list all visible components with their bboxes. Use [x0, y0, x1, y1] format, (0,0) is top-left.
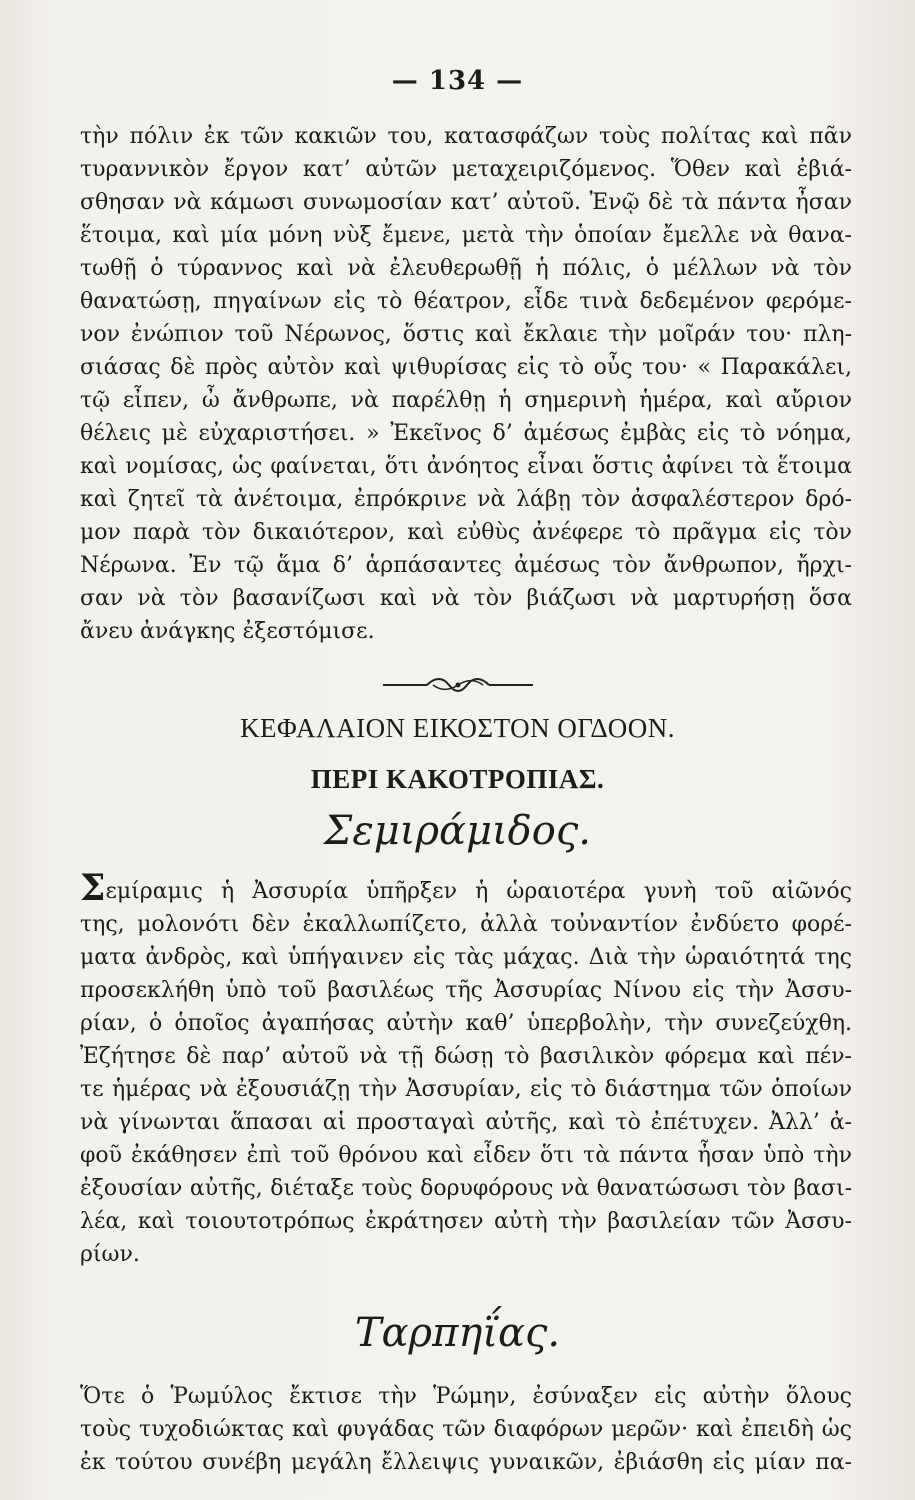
text-line: ἄνευ ἀνάγκης ἐξεστόμισε. — [80, 619, 375, 644]
ornament-icon — [383, 677, 533, 693]
text-line: θέλεις μὲ εὐχαριστήσει. » Ἐκεῖνος δ’ ἀμέσως ἐμβὰς εἰς τὸ νόημα, — [80, 421, 852, 446]
text-line: ἐκ τούτου συνέβη μεγάλη ἔλλειψις γυναικῶν, ἐβιάσθη εἰς μίαν πα- — [80, 1450, 852, 1475]
text-line: τε ἡμέρας νὰ ἐξουσιάζῃ τὴν Ἀσσυρίαν, εἰς τὸ διάστημα τῶν ὁποίων — [80, 1077, 852, 1102]
section-title-semiramis: Σεμιράμιδος. — [324, 808, 591, 854]
text-line: προσεκλήθη ὑπὸ τοῦ βασιλέως τῆς Ἀσσυρίας Νίνου εἰς τὴν Ἀσσυ- — [80, 978, 852, 1003]
text-line: τυραννικὸν ἔργον κατ’ αὐτῶν μεταχειριζόμενος. Ὅθεν καὶ ἐβιά- — [80, 157, 852, 182]
text-line: μον παρὰ τὸν δικαιότερον, καὶ εὐθὺς ἀνέφερε τὸ πρᾶγμα εἰς τὸν — [80, 520, 852, 545]
text-line: τωθῇ ὁ τύραννος καὶ νὰ ἐλευθερωθῇ ἡ πόλις, ὁ μέλλων νὰ τὸν — [80, 256, 852, 281]
text-line: καὶ νομίσας, ὡς φαίνεται, ὅτι ἀνόητος εἶναι ὅστις ἀφίνει τὰ ἕτοιμα — [80, 454, 852, 479]
ornament-divider — [0, 677, 915, 697]
text-line: θανατώσῃ, πηγαίνων εἰς τὸ θέατρον, εἶδε τινὰ δεδεμένον φερόμε- — [80, 289, 852, 314]
text-line: Νέρωνα. Ἐν τῷ ἅμα δ’ ἁρπάσαντες ἀμέσως τὸν ἄνθρωπον, ἤρχι- — [80, 553, 852, 578]
text-line: ἐξουσίαν αὐτῆς, διέταξε τοὺς δορυφόρους νὰ θανατώσωσι τὸν βασι- — [80, 1176, 852, 1201]
text-line: ἕτοιμα, καὶ μία μόνη νὺξ ἔμενε, μετὰ τὴν ὁποίαν ἔμελλε νὰ θανα- — [80, 223, 852, 248]
text-line: ματα ἀνδρὸς, καὶ ὑπήγαινεν εἰς τὰς μάχας. Διὰ τὴν ὡραιότητά της — [80, 945, 852, 970]
text-line: τῷ εἶπεν, ὦ ἄνθρωπε, νὰ παρέλθῃ ἡ σημερινὴ ἡμέρα, καὶ αὔριον — [80, 388, 852, 413]
text-line: νον ἐνώπιον τοῦ Νέρωνος, ὅστις καὶ ἔκλαιε τὴν μοῖράν του· πλη- — [80, 322, 852, 347]
text-line: καὶ ζητεῖ τὰ ἀνέτοιμα, ἐπρόκρινε νὰ λάβῃ τὸν ἀσφαλέστερον δρό- — [80, 487, 852, 512]
text-line: σιάσας δὲ πρὸς αὐτὸν καὶ ψιθυρίσας εἰς τὸ οὖς του· « Παρακάλει, — [80, 355, 852, 380]
chapter-subtitle: ΠΕΡΙ ΚΑΚΟΤΡΟΠΙΑΣ. — [310, 764, 605, 794]
text-line: σθησαν νὰ κάμωσι συνωμοσίαν κατ’ αὐτοῦ. Ἐνῷ δὲ τὰ πάντα ἦσαν — [80, 190, 852, 215]
text-line: σαν νὰ τὸν βασανίζωσι καὶ νὰ τὸν βιάζωσι νὰ μαρτυρήσῃ ὅσα — [80, 586, 852, 611]
drop-cap: Σ — [80, 867, 106, 909]
page-number: — 134 — — [391, 66, 524, 96]
text-line: Ἐζήτησε δὲ παρ’ αὐτοῦ νὰ τῇ δώσῃ τὸ βασιλικὸν φόρεμα καὶ πέν- — [80, 1044, 852, 1069]
text-line — [80, 867, 852, 909]
section-title-tarpeia: Ταρπηΐας. — [354, 1310, 561, 1356]
text-line: τὴν πόλιν ἐκ τῶν κακιῶν του, κατασφάζων τοὺς πολίτας καὶ πᾶν — [80, 124, 852, 149]
text-line: Ὅτε ὁ Ῥωμύλος ἔκτισε τὴν Ῥώμην, ἐσύναξεν εἰς αὐτὴν ὅλους — [80, 1384, 852, 1409]
paragraph-continuation — [80, 120, 852, 648]
section-text-semiramis — [80, 867, 852, 1271]
text-line: της, μολονότι δὲν ἐκαλλωπίζετο, ἀλλὰ τοὐναντίον ἐνδύετο φορέ- — [80, 912, 852, 937]
text-line: ρίων. — [80, 1242, 140, 1267]
first-line-text: εμίραμις ἡ Ἀσσυρία ὑπῆρξεν ἡ ὡραιοτέρα γυνὴ τοῦ αἰῶνός — [105, 879, 852, 904]
section-text-tarpeia — [80, 1380, 852, 1479]
text-line: ρίαν, ὁ ὁποῖος ἀγαπήσας αὐτὴν καθ’ ὑπερβολὴν, τὴν συνεζεύχθη. — [80, 1011, 852, 1036]
text-line: φοῦ ἐκάθησεν ἐπὶ τοῦ θρόνου καὶ εἶδεν ὅτι τὰ πάντα ἦσαν ὑπὸ τὴν — [80, 1143, 852, 1168]
text-line: νὰ γίνωνται ἅπασαι αἱ προσταγαὶ αὐτῆς, καὶ τὸ ἐπέτυχεν. Ἀλλ’ ἀ- — [80, 1110, 852, 1135]
text-line: τοὺς τυχοδιώκτας καὶ φυγάδας τῶν διαφόρων μερῶν· καὶ ἐπειδὴ ὡς — [80, 1417, 852, 1442]
chapter-title: ΚΕΦΑΛΑΙΟΝ ΕΙΚΟΣΤΟΝ ΟΓΔΟΟΝ. — [240, 713, 675, 743]
text-line: λέα, καὶ τοιουτοτρόπως ἐκράτησεν αὐτὴ τὴν βασιλείαν τῶν Ἀσσυ- — [80, 1209, 852, 1234]
